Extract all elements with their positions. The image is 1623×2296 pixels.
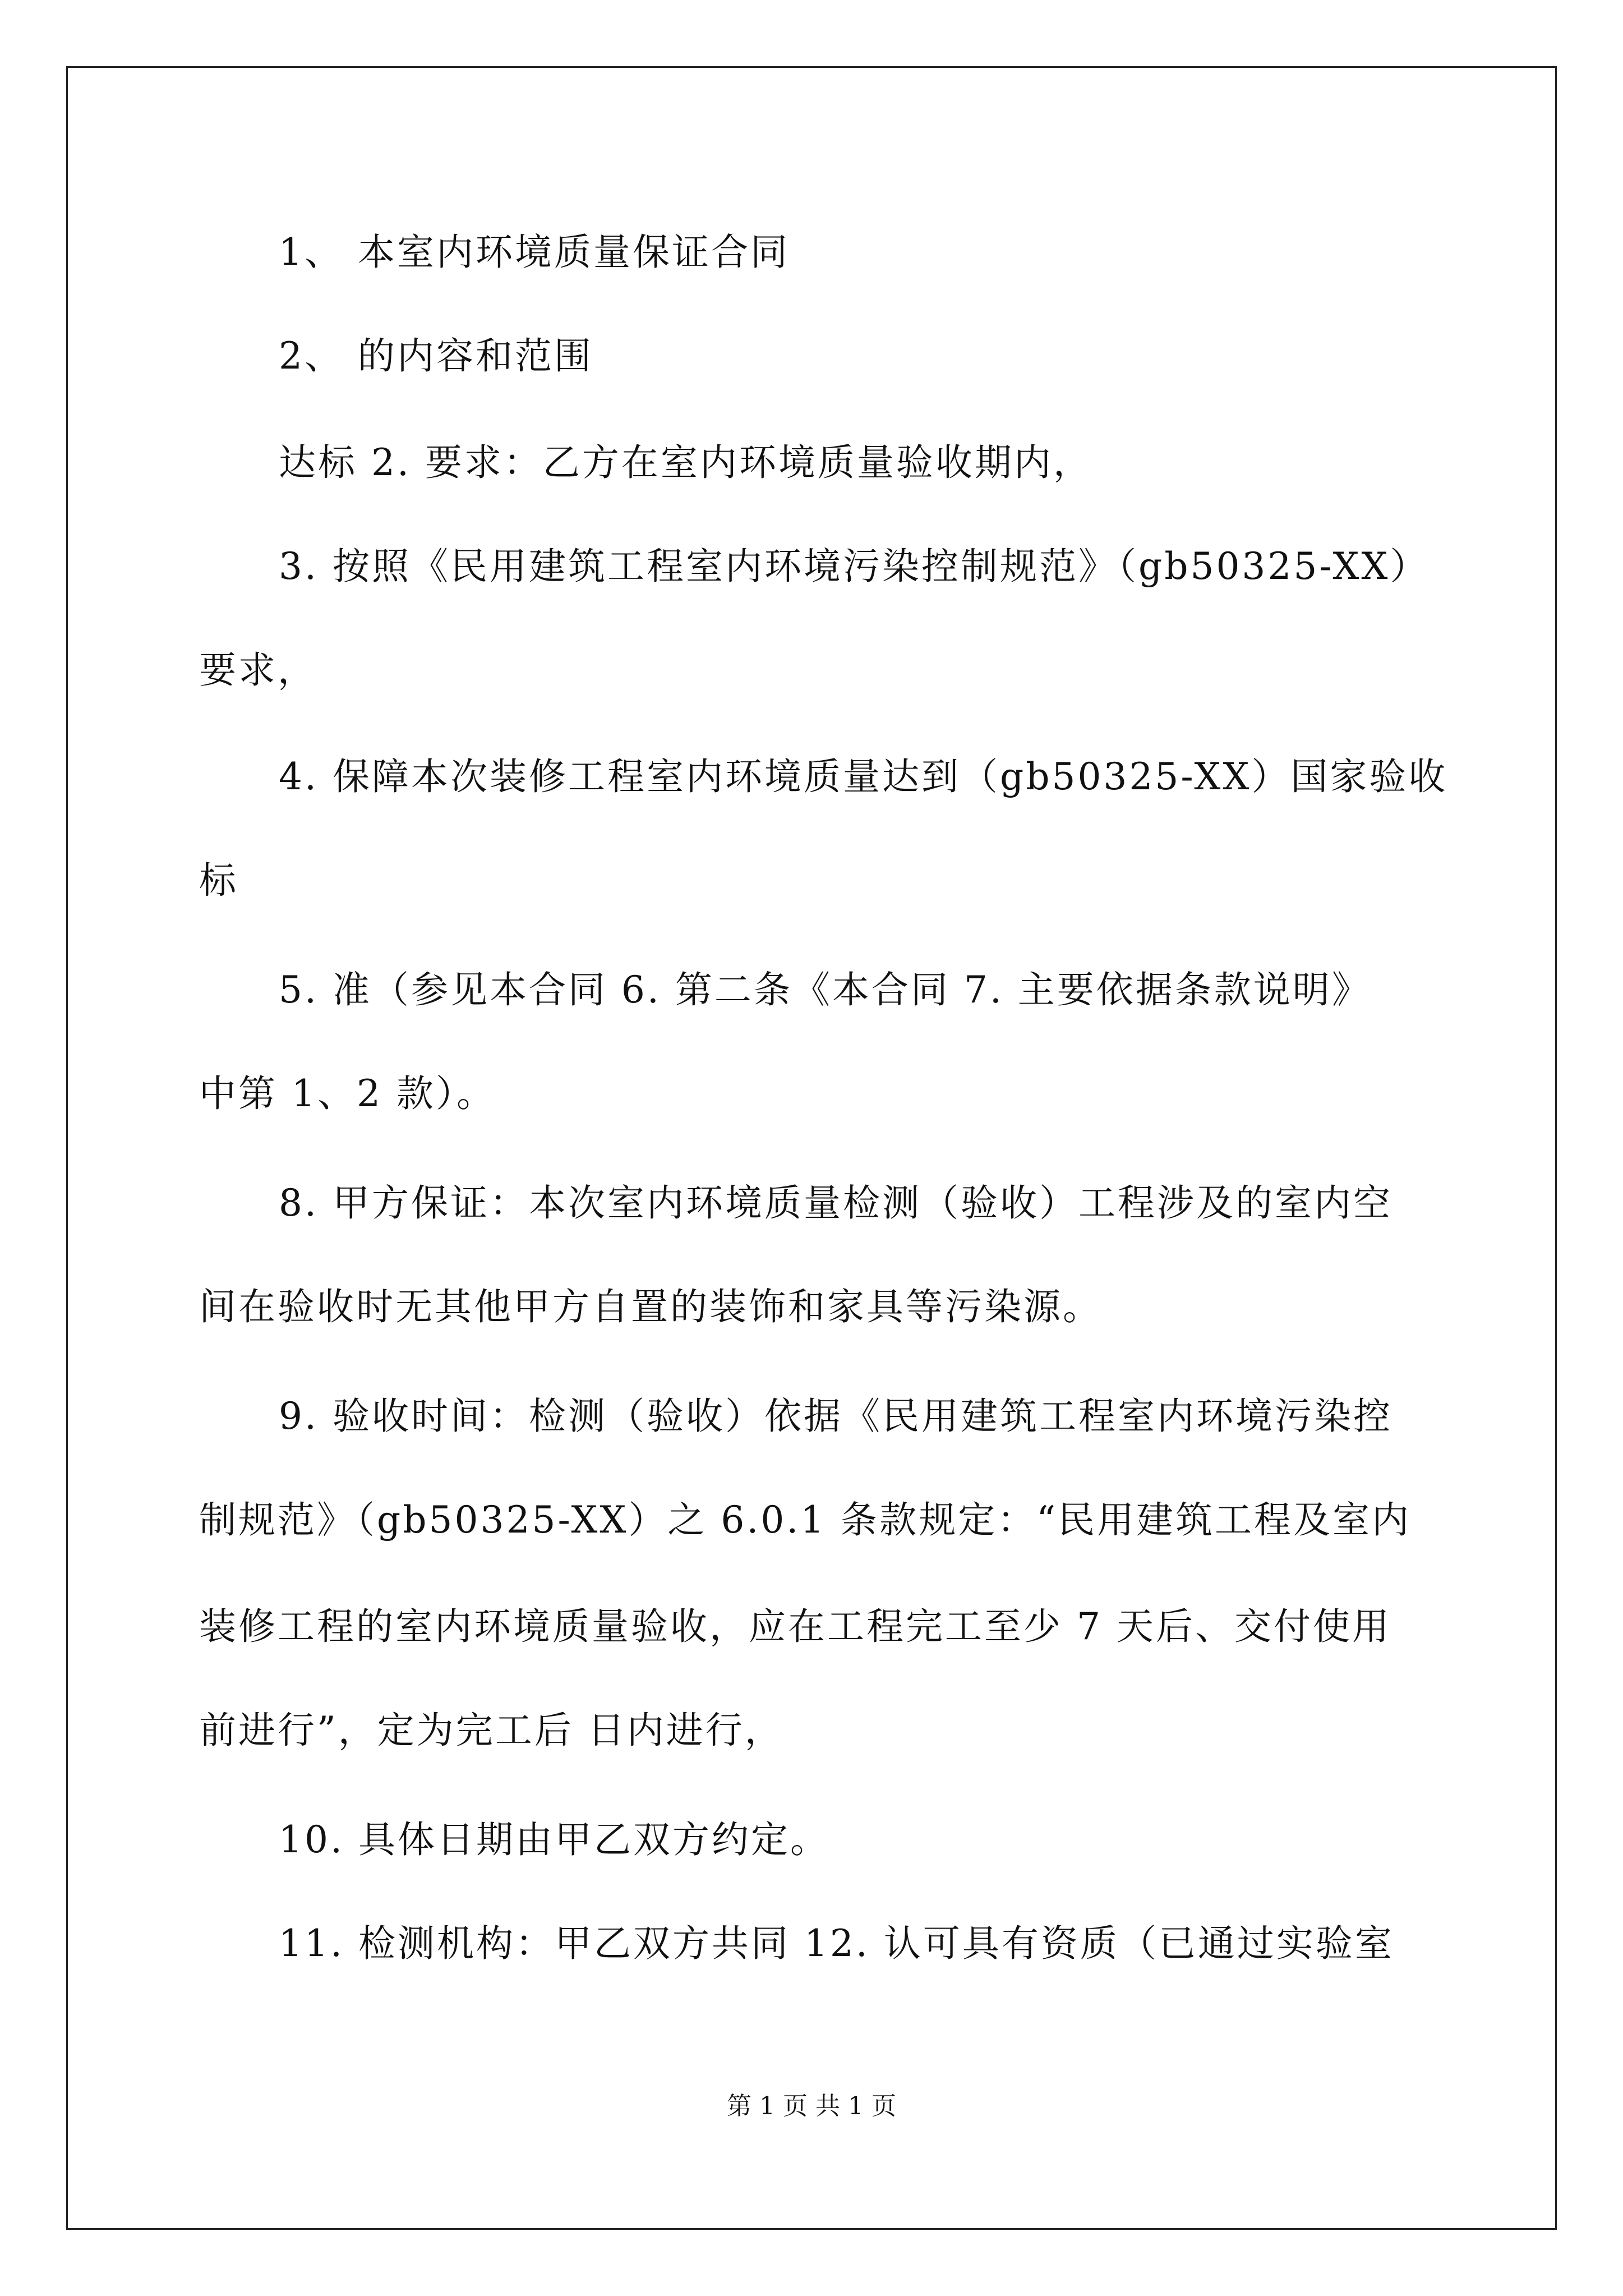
paragraph-2-line-1: 2、 的内容和范围 (279, 334, 593, 378)
page-footer: 第 1 页 共 1 页 (727, 2092, 896, 2120)
paragraph-3-line-1: 达标 2. 要求：乙方在室内环境质量验收期内， (279, 441, 1092, 484)
paragraph-6-line-2: 中第 1、2 款）。 (199, 1072, 496, 1115)
paragraph-4-line-2: 要求， (199, 648, 317, 692)
page-border (66, 66, 1557, 2230)
paragraph-8-line-4: 前进行”，定为完工后 日内进行， (199, 1709, 784, 1752)
paragraph-7-line-2: 间在验收时无其他甲方自置的装饰和家具等污染源。 (199, 1285, 1102, 1328)
paragraph-6-line-1: 5. 准（参见本合同 6. 第二条《本合同 7. 主要依据条款说明》 (279, 968, 1371, 1011)
paragraph-8-line-2: 制规范》（gb50325-XX）之 6.0.1 条款规定：“民用建筑工程及室内 (199, 1498, 1412, 1542)
paragraph-1-line-1: 1、 本室内环境质量保证合同 (279, 231, 790, 274)
paragraph-10-line-1: 11. 检测机构：甲乙双方共同 12. 认可具有资质（已通过实验室 (279, 1922, 1394, 1965)
paragraph-8-line-1: 9. 验收时间：检测（验收）依据《民用建筑工程室内环境污染控 (279, 1395, 1393, 1438)
paragraph-5-line-1: 4. 保障本次装修工程室内环境质量达到（gb50325-XX）国家验收 (279, 755, 1448, 798)
paragraph-5-line-2: 标 (199, 859, 238, 902)
paragraph-9-line-1: 10. 具体日期由甲乙双方约定。 (279, 1818, 829, 1861)
paragraph-7-line-1: 8. 甲方保证：本次室内环境质量检测（验收）工程涉及的室内空 (279, 1181, 1393, 1225)
paragraph-4-line-1: 3. 按照《民用建筑工程室内环境污染控制规范》（gb50325-XX） (279, 545, 1430, 588)
paragraph-8-line-3: 装修工程的室内环境质量验收，应在工程完工至少 7 天后、交付使用 (199, 1605, 1391, 1648)
